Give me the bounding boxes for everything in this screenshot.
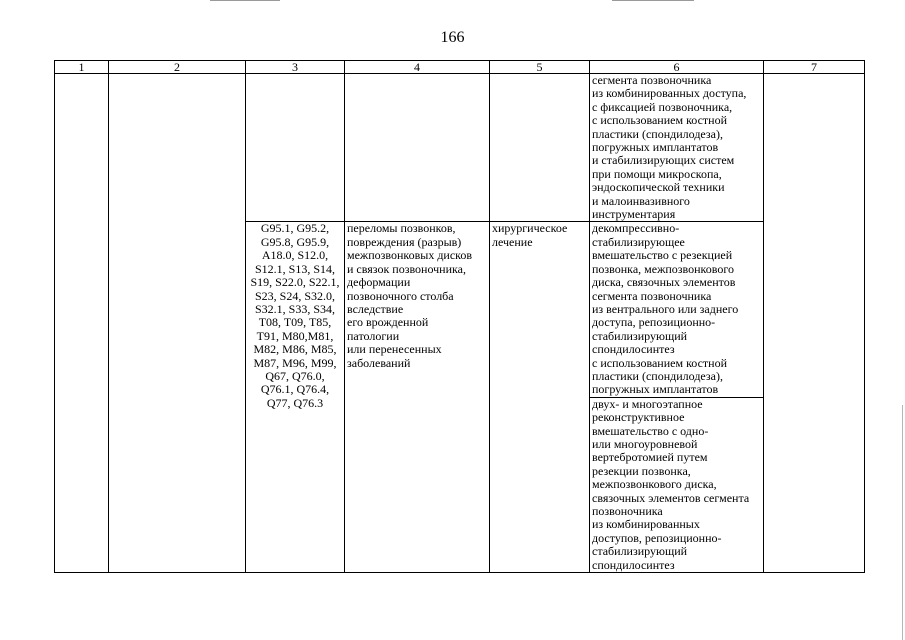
cell-col-2-spanned [109,74,246,573]
cell-text-line: A18.0, S12.0, [261,248,329,263]
cell-text-line: деформации [347,275,411,290]
cell-text-line: при помощи микроскопа, [592,166,722,181]
cell-text-line: S12.1, S13, S14, [254,261,336,276]
header-col-5: 5 [490,61,590,74]
cell-text-line: и связок позвоночника, [347,261,466,276]
cell-text-line: доступа, репозиционно- [592,315,716,330]
header-col-2: 2 [109,61,246,74]
cell-text-line: M82, M86, M85, [253,342,337,357]
cell-text-line: Q76.1, Q76.4, [260,382,330,397]
cell-text-line: диска, связочных элементов [592,275,736,290]
cell-text-line: связочных элементов сегмента [592,490,750,505]
cell-text-line: пластики (спондилодеза), [592,368,723,383]
cell-col-1-spanned [55,74,109,573]
cell-text-line: резекции позвонка, [592,463,691,478]
cell-text-line: вертебротомией путем [592,450,708,465]
cell-text-line: или перенесенных [347,342,442,357]
cell-text-line: стабилизирующий [592,328,688,343]
cell-text-line: спондилосинтез [592,342,675,357]
top-rule-left [210,0,280,1]
cell-text-line: сегмента позвоночника [592,288,712,303]
cell-text-line: декомпрессивно- [592,221,680,236]
cell-text-line: заболеваний [347,355,411,370]
cell-text-line: S32.1, S33, S34, [254,301,336,316]
table-row-continuation [55,74,865,222]
cell-col-4-empty [345,74,490,222]
cell-treatment-type [490,222,590,573]
page-number: 166 [440,29,465,46]
cell-text-line: реконструктивное [592,410,685,425]
cell-text-line: межпозвонковых дисков [347,248,473,263]
cell-text-line: пластики (спондилодеза), [592,126,723,141]
header-col-3: 3 [246,61,345,74]
cell-text-line: Q77, Q76.3 [266,395,324,410]
cell-text-line: вмешательство с резекцией [592,248,733,263]
cell-text-line: S19, S22.0, S22.1, [250,275,340,290]
cell-text-line: переломы позвонков, [347,221,456,236]
cell-text-line: лечение [492,234,533,249]
header-row [55,61,865,74]
header-col-7: 7 [764,61,865,74]
medical-care-table [54,60,865,573]
header-col-1: 1 [55,61,109,74]
cell-text-line: T91, M80,M81, [256,328,334,343]
cell-text-line: вследствие [347,301,404,316]
cell-text-line: стабилизирующий [592,544,688,559]
cell-text-line: двух- и многоэтапное [592,396,703,411]
header-col-4: 4 [345,61,490,74]
cell-text-line: или многоуровневой [592,436,698,451]
cell-text-line: эндоскопической техники [592,180,725,195]
cell-text-line: позвоночного столба [347,288,454,303]
cell-text-line: и стабилизирующих систем [592,153,735,168]
header-col-6: 6 [590,61,764,74]
cell-col-5-empty [490,74,590,222]
cell-text-line: с использованием костной [592,355,727,370]
cell-text-line: и малоинвазивного [592,193,690,208]
cell-text-line: спондилосинтез [592,557,675,572]
cell-col-3-empty [246,74,345,222]
cell-text-line: повреждения (разрыв) [347,234,462,249]
cell-text-line: G95.8, G95.9, [260,234,330,249]
cell-method-continuation [590,74,764,222]
cell-text-line: T08, T09, T85, [258,315,332,330]
page-edge-line [902,405,903,640]
cell-col-7-spanned [764,74,865,573]
cell-text-line: стабилизирующее [592,234,685,249]
cell-diagnosis-description [345,222,490,573]
cell-text-line: межпозвонкового диска, [592,477,717,492]
cell-text-line: из вентрального или заднего [592,301,739,316]
top-rule-right [612,0,694,1]
cell-text-line: S23, S24, S32.0, [254,288,336,303]
cell-method-1 [590,222,764,397]
cell-text-line: позвонка, межпозвонкового [592,261,734,276]
cell-text-line: его врожденной [347,315,429,330]
cell-text-line: с использованием костной [592,113,727,128]
cell-method-2 [590,397,764,572]
cell-diagnosis-codes [246,222,345,573]
cell-text-line: Q67, Q76.0, [265,368,325,383]
cell-text-line: вмешательство с одно- [592,423,709,438]
cell-text-line: M87, M96, M99, [253,355,337,370]
cell-text-line: с фиксацией позвоночника, [592,99,733,114]
cell-text-line: сегмента позвоночника [592,73,712,87]
cell-text-line: инструментария [592,207,676,222]
cell-text-line: доступов, репозиционно- [592,530,722,545]
cell-text-line: патологии [347,328,400,343]
cell-text-line: погружных имплантатов [592,140,719,155]
cell-text-line: погружных имплантатов [592,382,719,397]
cell-text-line: из комбинированных доступа, [592,86,747,101]
cell-text-line: хирургическое [492,221,568,236]
cell-text-line: из комбинированных [592,517,700,532]
cell-text-line: G95.1, G95.2, [260,221,330,236]
cell-text-line: позвоночника [592,504,663,518]
